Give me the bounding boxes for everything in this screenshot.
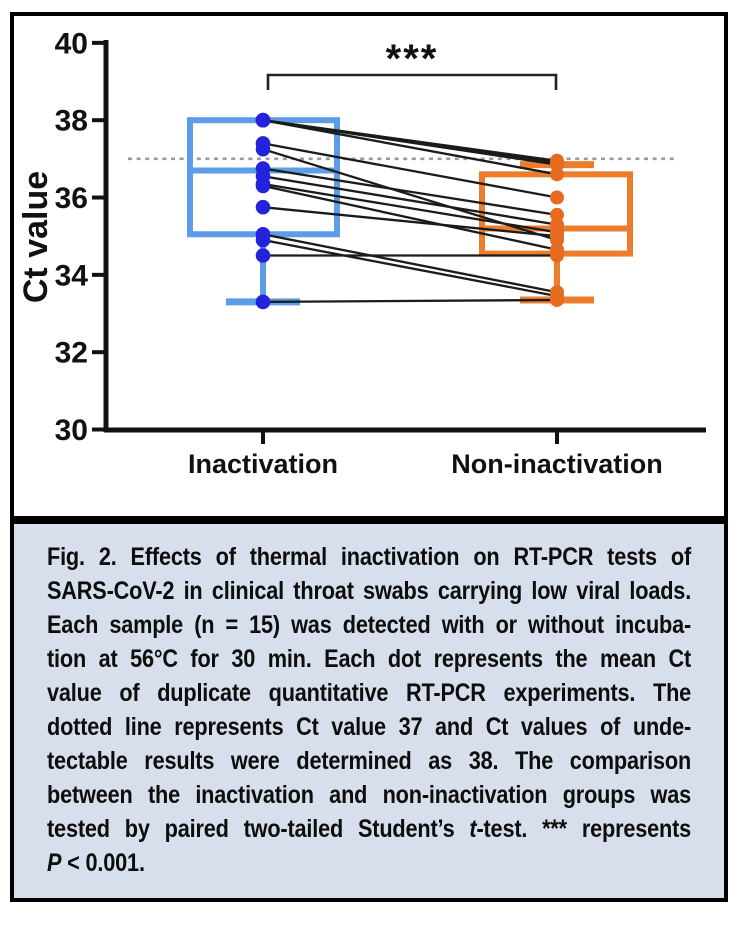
caption-italic-segment: t [469, 815, 477, 843]
caption-segment: -test. *** represents [476, 815, 692, 843]
caption-segment: tested by paired two-tailed Student’s [47, 815, 470, 843]
figure-caption [47, 540, 691, 880]
y-axis-title: Ct value [17, 170, 55, 304]
caption-segment: < 0.001. [61, 849, 145, 877]
y-tick-label: 34 [54, 259, 88, 293]
caption-line [47, 574, 691, 608]
pair-line [263, 120, 557, 164]
caption-segment: Fig. 2. Effects of thermal inactivation on RT-PCR tests of [47, 543, 692, 571]
caption-line [47, 608, 691, 642]
caption-line [47, 710, 691, 744]
non-inactivation-dot [550, 167, 564, 181]
caption-line [47, 744, 691, 778]
caption-line [47, 846, 691, 880]
pair-line [263, 234, 557, 292]
y-tick-label: 40 [54, 27, 88, 61]
non-inactivation-dot [550, 229, 564, 243]
caption-panel [10, 520, 728, 902]
caption-italic-segment: P [47, 849, 62, 877]
significance-stars: *** [385, 37, 439, 81]
caption-segment: tectable results were determined as 38. The comparison [47, 747, 692, 775]
caption-segment: between the inactivation and non-inactivation groups was [47, 781, 692, 809]
non-inactivation-dot [550, 293, 564, 307]
inactivation-dot [256, 200, 271, 215]
pair-line [263, 120, 557, 174]
y-tick-label: 38 [54, 104, 88, 138]
caption-line [47, 642, 691, 676]
inactivation-dot [256, 295, 271, 310]
caption-segment: SARS-CoV-2 in clinical throat swabs carrying low viral loads. [47, 577, 692, 605]
caption-line [47, 812, 691, 846]
non-inactivation-dot [550, 191, 564, 205]
caption-segment: value of duplicate quantitative RT-PCR experiments. The [47, 679, 692, 707]
caption-line [47, 676, 691, 710]
y-tick-label: 32 [54, 336, 88, 370]
caption-line [47, 778, 691, 812]
inactivation-dot [256, 233, 271, 248]
y-tick-label: 30 [54, 414, 88, 447]
x-category-label: Non-inactivation [451, 449, 663, 479]
caption-segment: tion at 56°C for 30 min. Each dot represents the mean Ct [47, 645, 692, 673]
inactivation-dot [256, 142, 271, 157]
inactivation-dot [256, 248, 271, 263]
pair-line [263, 300, 557, 302]
pair-line [263, 240, 557, 296]
caption-line [47, 540, 691, 574]
caption-segment: dotted line represents Ct value 37 and Ct values of unde- [47, 713, 692, 741]
y-tick-label: 36 [54, 182, 88, 216]
x-category-label: Inactivation [187, 449, 339, 479]
inactivation-dot [256, 179, 271, 194]
caption-segment: Each sample (n = 15) was detected with or without incuba- [47, 611, 692, 639]
non-inactivation-dot [550, 249, 564, 263]
inactivation-dot [256, 113, 271, 128]
